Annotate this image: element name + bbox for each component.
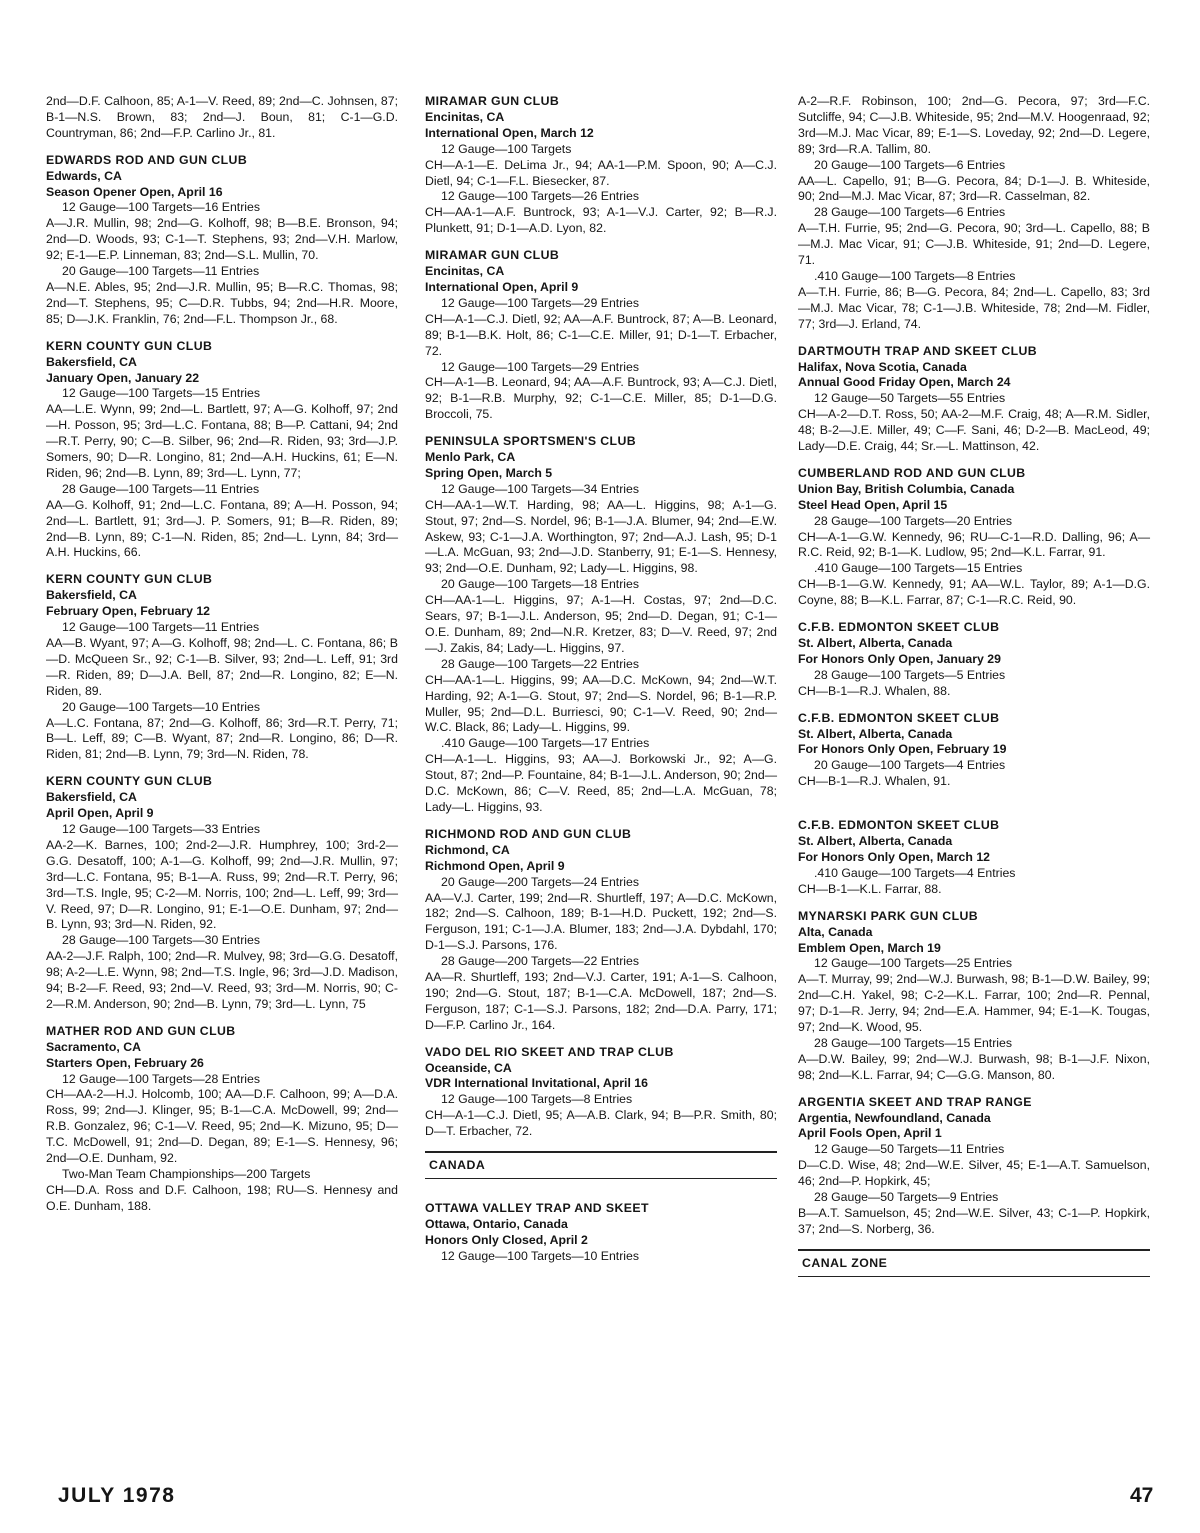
event-name: Steel Head Open, April 15 (798, 497, 948, 512)
club-name: C.F.B. EDMONTON SKEET CLUB (798, 818, 1000, 833)
column-2 (425, 94, 777, 1276)
results-text: AA—V.J. Carter, 199; 2nd—R. Shurtleff, 197; A—D.C. McKown, 182; 2nd—S. Calhoon, 189; B-1—H.D. Puckett, 192; 2nd—S. Ferguson, 191; C-1—J.A. Blumer, 183; 2nd—J.A. Dybdahl, 170; D-1—S.J. Parsons, 176. (425, 890, 777, 953)
club-entry (46, 1024, 398, 1215)
results-text: CH—A-1—L. Higgins, 93; AA—J. Borkowski Jr., 92; A—G. Stout, 87; 2nd—P. Fountaine, 84; B-1—J.L. Anderson, 90; 2nd—D.C. McKown, 86; C—V. Reed, 85; 2nd—L.A. McGuan, 78; Lady—L. Higgins, 93. (425, 752, 777, 814)
club-name: DARTMOUTH TRAP AND SKEET CLUB (798, 343, 1038, 358)
club-location: St. Albert, Alberta, Canada (798, 726, 953, 741)
club-location: Union Bay, British Columbia, Canada (798, 481, 1015, 496)
event-name: April Fools Open, April 1 (798, 1126, 942, 1141)
results-text: CH—D.A. Ross and D.F. Calhoon, 198; RU—S. Hennesy and O.E. Dunham, 188. (46, 1182, 398, 1213)
club-entry (798, 1095, 1150, 1238)
results-text: AA—G. Kolhoff, 91; 2nd—L.C. Fontana, 89; A—H. Posson, 94; 2nd—L. Bartlett, 91; 3rd—J. P. Somers, 91; B—R. Riden, 89; 2nd—B. Lynn, 89; C-1—N. Riden, 85; 2nd—L. Lynn, 84; 3rd—A.H. Huckins, 66. (46, 497, 398, 560)
club-name: VADO DEL RIO SKEET AND TRAP CLUB (425, 1044, 674, 1059)
results-text: CH—A-1—G.W. Kennedy, 96; RU—C-1—R.D. Dalling, 96; A—R.C. Reid, 92; B-1—K. Ludlow, 95; 2nd—K.L. Farrar, 91. (798, 529, 1150, 560)
results-text: A—N.E. Ables, 95; 2nd—J.R. Mullin, 95; B—R.C. Thomas, 98; 2nd—T. Stephens, 95; C—D.R. Tubbs, 94; 2nd—H.R. Moore, 85; D—J.K. Franklin, 76; 2nd—F.L. Thompson Jr., 68. (46, 279, 398, 326)
results-text: B—A.T. Samuelson, 45; 2nd—W.E. Silver, 43; C-1—P. Hopkirk, 37; 2nd—S. Norberg, 36. (798, 1206, 1150, 1236)
club-name: KERN COUNTY GUN CLUB (46, 338, 213, 353)
club-entry (798, 344, 1150, 455)
results-text: A—T. Murray, 99; 2nd—W.J. Burwash, 98; B-1—D.W. Bailey, 99; 2nd—C.H. Yakel, 98; C-2—K.L. Farrar, 100; 2nd—R. Pennal, 97; D-1—R. Jerry, 94; 2nd—E.A. Hammer, 94; E-1—K. Tougas, 97; 2nd—K. Wood, 95. (798, 972, 1150, 1035)
club-location: Bakersfield, CA (46, 790, 137, 805)
results-text: CH—AA-1—W.T. Harding, 98; AA—L. Higgins, 98; A-1—G. Stout, 97; 2nd—S. Nordel, 96; B-1—J.A. Blumer, 94; 2nd—E.W. Askew, 93; C-1—J.A. Worthington, 97; 2nd—A.J. Lash, 95; D-1—L.A. McGuan, 93; 2nd—J.D. Stanberry, 91; E-1—S. Hennesy, 93; 2nd—O.E. Dunham, 92; Lady—L. Higgins, 98. (425, 497, 777, 576)
results-text: AA-2—K. Barnes, 100; 2nd-2—J.R. Humphrey, 100; 3rd-2—G.G. Desatoff, 100; A-1—G. Kolhoff, 99; 2nd—J.R. Mullin, 97; 3rd—L.C. Fontana, 95; B-1—A. Russ, 99; 2nd—R.T. Perry, 96; 3rd—T.S. Ingle, 95; C-2—M. Norris, 100; 2nd—L. Leff, 99; 3rd—V. Reed, 97; D—R. Longino, 91; E-1—O.E. Dunham, 97; 2nd—B. Lynn, 93; 3rd—N. Riden, 92. (46, 837, 398, 932)
gauge-line: 12 Gauge—100 Targets—15 Entries (62, 386, 261, 401)
event-name: Spring Open, March 5 (425, 465, 553, 480)
results-text: A—T.H. Furrie, 95; 2nd—G. Pecora, 90; 3rd—L. Capello, 88; B—M.J. Mac Vicar, 91; C—J.B. Whiteside, 91; 2nd—D. Legere, 71. (798, 221, 1150, 268)
results-text: CH—A-1—C.J. Dietl, 92; AA—A.F. Buntrock, 87; A—B. Leonard, 89; B-1—B.K. Holt, 86; C-1—C.E. Miller, 91; D-1—T. Erbacher, 72. (425, 311, 777, 358)
results-text: CH—A-1—B. Leonard, 94; AA—A.F. Buntrock, 93; A—C.J. Dietl, 92; B-1—R.B. Murphy, 92; C-1—C.E. Miller, 85; D-1—D.G. Broccoli, 75. (425, 375, 777, 422)
gauge-line: 12 Gauge—100 Targets—11 Entries (62, 620, 260, 635)
results-text: A—D.W. Bailey, 99; 2nd—W.J. Burwash, 98; B-1—J.F. Nixon, 98; 2nd—K.L. Farrar, 94; C—G.G. Manson, 80. (798, 1051, 1150, 1082)
club-location: Encinitas, CA (425, 109, 505, 124)
gauge-line: 12 Gauge—100 Targets—29 Entries (441, 359, 640, 374)
club-entry (798, 94, 1150, 333)
gauge-line: Two-Man Team Championships—200 Targets (62, 1167, 311, 1181)
event-name: Richmond Open, April 9 (425, 858, 565, 873)
club-entry (798, 818, 1150, 898)
club-name: C.F.B. EDMONTON SKEET CLUB (798, 710, 1000, 725)
gauge-line: 28 Gauge—100 Targets—5 Entries (814, 667, 1006, 682)
results-text: CH—B-1—G.W. Kennedy, 91; AA—W.L. Taylor, 89; A-1—D.G. Coyne, 88; B—K.L. Farrar, 87; C-1—R.C. Reid, 90. (798, 577, 1150, 608)
gauge-line: 12 Gauge—100 Targets—8 Entries (441, 1092, 633, 1107)
gauge-line: 28 Gauge—100 Targets—20 Entries (814, 513, 1013, 528)
club-location: Bakersfield, CA (46, 588, 137, 603)
event-name: April Open, April 9 (46, 806, 154, 821)
club-entry (425, 1045, 777, 1140)
event-name: Starters Open, February 26 (46, 1055, 204, 1070)
results-text: CH—A-1—E. DeLima Jr., 94; AA-1—P.M. Spoon, 90; A—C.J. Dietl, 94; C-1—F.L. Biesecker, 87. (425, 157, 777, 188)
column-3 (798, 94, 1150, 1299)
club-location: Halifax, Nova Scotia, Canada (798, 359, 967, 374)
column-1 (46, 94, 398, 1226)
club-location: Edwards, CA (46, 168, 122, 183)
gauge-line: .410 Gauge—100 Targets—8 Entries (814, 268, 1016, 283)
results-text: AA-2—J.F. Ralph, 100; 2nd—R. Mulvey, 98; 3rd—G.G. Desatoff, 98; A-2—L.E. Wynn, 98; 2nd—T.S. Ingle, 96; 3rd—J.D. Madison, 94; B-2—F. Reed, 93; 2nd—V. Reed, 93; 3rd—M. Norris, 90; C-2—R.M. Anderson, 90; 2nd—B. Lynn, 79; 3rd—L. Lynn, 75 (46, 949, 398, 1011)
gauge-line: 20 Gauge—200 Targets—24 Entries (441, 874, 640, 889)
club-name: MIRAMAR GUN CLUB (425, 248, 560, 263)
gauge-line: 28 Gauge—50 Targets—9 Entries (814, 1190, 999, 1205)
club-entry (798, 909, 1150, 1084)
gauge-line: 20 Gauge—100 Targets—10 Entries (62, 699, 261, 714)
gauge-line: 12 Gauge—100 Targets—33 Entries (62, 821, 261, 836)
club-name: ARGENTIA SKEET AND TRAP RANGE (798, 1094, 1032, 1109)
results-text: AA—B. Wyant, 97; A—G. Kolhoff, 98; 2nd—L. C. Fontana, 86; B—D. McQueen Sr., 92; C-1—B. Silver, 93; 2nd—L. Leff, 91; 3rd—R. Riden, 89; D—J.A. Bell, 87; 2nd—R. Longino, 82; E—N. Riden, 89. (46, 636, 398, 698)
results-text: D—C.D. Wise, 48; 2nd—W.E. Silver, 45; E-1—A.T. Samuelson, 46; 2nd—P. Hopkirk, 45; (798, 1158, 1150, 1189)
gauge-line: 20 Gauge—100 Targets—18 Entries (441, 577, 640, 592)
club-entry (425, 248, 777, 423)
event-name: Honors Only Closed, April 2 (425, 1232, 588, 1247)
results-text: CH—B-1—R.J. Whalen, 91. (798, 774, 951, 789)
club-entry (798, 466, 1150, 609)
gauge-line: 28 Gauge—100 Targets—15 Entries (814, 1035, 1013, 1050)
results-text: CH—AA-1—L. Higgins, 99; AA—D.C. McKown, 94; 2nd—W.T. Harding, 92; A-1—G. Stout, 97; 2nd—S. Nordel, 96; B-1—R.P. Muller, 95; 2nd—D.L. Burriesci, 90; C-1—V. Reed, 90; 2nd—W.C. Black, 86; Lady—L. Higgins, 99. (425, 672, 777, 735)
results-text: CH—AA-2—H.J. Holcomb, 100; AA—D.F. Calhoon, 99; A—D.A. Ross, 99; 2nd—J. Klinger, 95; B-1—C.A. McDowell, 99; 2nd—R.B. Gonzalez, 96; C-1—V. Reed, 95; 2nd—K. Mizuno, 95; D—T.C. McDowell, 91; 2nd—D. Degan, 89; E-1—S. Hennesy, 96; 2nd—O.E. Dunham, 92. (46, 1087, 398, 1166)
club-name: OTTAWA VALLEY TRAP AND SKEET (425, 1201, 649, 1215)
club-name: CUMBERLAND ROD AND GUN CLUB (798, 465, 1026, 480)
gauge-line: 12 Gauge—100 Targets—29 Entries (441, 295, 640, 310)
results-text: CH—AA-1—L. Higgins, 97; A-1—H. Costas, 97; 2nd—D.C. Sears, 97; B-1—J.L. Anderson, 95; 2nd—D. Degan, 91; C-1—O.E. Dunham, 89; 2nd—N.R. Kretzer, 83; D—V. Reed, 97; 2nd—J. Zakis, 84; Lady—L. Higgins, 97. (425, 593, 777, 655)
club-location: Menlo Park, CA (425, 450, 516, 465)
club-entry (46, 774, 398, 1013)
gauge-line: 12 Gauge—100 Targets—26 Entries (441, 189, 640, 204)
club-location: Oceanside, CA (425, 1060, 512, 1075)
gauge-line: 12 Gauge—50 Targets—55 Entries (814, 391, 1006, 406)
event-name: Emblem Open, March 19 (798, 940, 941, 955)
results-text: AA—R. Shurtleff, 193; 2nd—V.J. Carter, 191; A-1—S. Calhoon, 190; 2nd—G. Stout, 187; B-1—C.A. McDowell, 187; 2nd—S. Ferguson, 187; C-1—S.J. Parsons, 182; 2nd—D.A. Parry, 171; D—F.P. Carlino Jr., 164. (425, 970, 777, 1032)
page-number: 47 (1130, 1484, 1154, 1507)
gauge-line: .410 Gauge—100 Targets—17 Entries (441, 736, 650, 751)
event-name: For Honors Only Open, February 19 (798, 742, 1007, 757)
gauge-line: 28 Gauge—100 Targets—11 Entries (62, 481, 260, 496)
club-location: Ottawa, Ontario, Canada (425, 1216, 568, 1231)
gauge-line: 12 Gauge—100 Targets—16 Entries (62, 200, 261, 215)
results-text: AA—L.E. Wynn, 99; 2nd—L. Bartlett, 97; A—G. Kolhoff, 97; 2nd—H. Posson, 95; 3rd—L.C. Fontana, 88; B—P. Cattani, 94; 2nd—R.T. Perry, 90; C—B. Silber, 96; 2nd—R. Riden, 93; 3rd—J.P. Somers, 90; D—R. Longino, 81; 2nd—A.H. Huckins, 61; E—N. Riden, 96; 2nd—B. Lynn, 89; 3rd—L. Lynn, 77; (46, 402, 398, 480)
gauge-line: 12 Gauge—50 Targets—11 Entries (814, 1142, 1005, 1157)
club-entry (798, 711, 1150, 791)
club-location: Alta, Canada (798, 924, 873, 939)
club-entry (425, 1201, 777, 1265)
event-name: International Open, March 12 (425, 125, 594, 140)
club-location: St. Albert, Alberta, Canada (798, 834, 953, 849)
results-text: CH—A-2—D.T. Ross, 50; AA-2—M.F. Craig, 48; A—R.M. Sidler, 48; B-2—J.E. Miller, 49; C—F. Sani, 46; D-2—B. MacLeod, 49; Lady—D.E. Craig, 44; Sr.—L. Mattinson, 42. (798, 407, 1150, 454)
club-name: EDWARDS ROD AND GUN CLUB (46, 152, 248, 167)
results-text: AA—L. Capello, 91; B—G. Pecora, 84; D-1—J. B. Whiteside, 90; 2nd—M.J. Mac Vicar, 87; 3rd—R. Casselman, 82. (798, 173, 1150, 204)
gauge-line: .410 Gauge—100 Targets—15 Entries (814, 561, 1023, 576)
club-location: Sacramento, CA (46, 1039, 141, 1054)
club-name: MYNARSKI PARK GUN CLUB (798, 908, 979, 923)
club-entry (425, 94, 777, 237)
event-name: Season Opener Open, April 16 (46, 184, 223, 199)
gauge-line: .410 Gauge—100 Targets—4 Entries (814, 865, 1016, 880)
gauge-line: 28 Gauge—200 Targets—22 Entries (441, 954, 640, 969)
event-name: February Open, February 12 (46, 604, 211, 619)
club-name: KERN COUNTY GUN CLUB (46, 572, 213, 587)
club-entry (46, 572, 398, 763)
results-text: CH—B-1—K.L. Farrar, 88. (798, 881, 942, 896)
gauge-line: 28 Gauge—100 Targets—6 Entries (814, 205, 1006, 220)
club-name: MATHER ROD AND GUN CLUB (46, 1023, 236, 1038)
results-text: CH—AA-1—A.F. Buntrock, 93; A-1—V.J. Carter, 92; B—R.J. Plunkett, 91; D-1—A.D. Lyon, 82. (425, 205, 777, 236)
results-text: A-2—R.F. Robinson, 100; 2nd—G. Pecora, 97; 3rd—F.C. Sutcliffe, 94; C—J.B. Whiteside, 95; 2nd—M.V. Hoogenraad, 92; 3rd—M.J. Mac Vicar, 89; E-1—S. Loveday, 92; 2nd—D. Legere, 89; 3rd—R.A. Tallim, 80. (798, 94, 1150, 156)
club-name: PENINSULA SPORTSMEN'S CLUB (425, 434, 636, 449)
club-entry (46, 339, 398, 562)
club-name: KERN COUNTY GUN CLUB (46, 774, 213, 789)
event-name: VDR International Invitational, April 16 (425, 1076, 648, 1091)
gauge-line: 28 Gauge—100 Targets—30 Entries (62, 933, 261, 948)
club-location: St. Albert, Alberta, Canada (798, 636, 953, 650)
gauge-line: 12 Gauge—100 Targets—10 Entries (441, 1248, 640, 1263)
results-text: A—L.C. Fontana, 87; 2nd—G. Kolhoff, 86; 3rd—R.T. Perry, 71; B—L. Leff, 89; C—B. Wyant, 87; 2nd—R. Longino, 86; D—R. Riden, 81; 2nd—B. Lynn, 79; 3rd—N. Riden, 78. (46, 715, 398, 762)
club-name: RICHMOND ROD AND GUN CLUB (425, 826, 632, 841)
club-location: Bakersfield, CA (46, 354, 137, 369)
section-heading: CANADA (425, 1151, 777, 1179)
club-entry (46, 94, 398, 142)
gauge-line: 28 Gauge—100 Targets—22 Entries (441, 656, 640, 671)
club-name: MIRAMAR GUN CLUB (425, 94, 560, 108)
results-text: 2nd—D.F. Calhoon, 85; A-1—V. Reed, 89; 2nd—C. Johnsen, 87; B-1—N.S. Brown, 83; 2nd—J. Boun, 81; C-1—G.D. Countryman, 86; 2nd—F.P. Carlino Jr., 81. (46, 94, 398, 140)
event-name: International Open, April 9 (425, 279, 579, 294)
event-name: Annual Good Friday Open, March 24 (798, 375, 1011, 390)
gauge-line: 12 Gauge—100 Targets (441, 141, 572, 156)
club-entry (425, 827, 777, 1034)
results-text: A—T.H. Furrie, 86; B—G. Pecora, 84; 2nd—L. Capello, 83; 3rd—M.J. Mac Vicar, 78; C-1—J.B. Whiteside, 78; 2nd—M. Fidler, 77; 3rd—J. Erland, 74. (798, 284, 1150, 331)
club-location: Argentia, Newfoundland, Canada (798, 1110, 991, 1125)
results-text: A—J.R. Mullin, 98; 2nd—G. Kolhoff, 98; B—B.E. Bronson, 94; 2nd—D. Woods, 93; C-1—T. Stephens, 93; 2nd—V.H. Marlow, 92; E-1—E.P. Linneman, 83; 2nd—S.L. Mullin, 70. (46, 216, 398, 263)
club-entry (46, 153, 398, 328)
section-heading: CANAL ZONE (798, 1249, 1150, 1277)
gauge-line: 20 Gauge—100 Targets—11 Entries (62, 264, 260, 279)
club-entry (798, 620, 1150, 700)
club-location: Encinitas, CA (425, 264, 505, 279)
gauge-line: 12 Gauge—100 Targets—34 Entries (441, 481, 640, 496)
gauge-line: 12 Gauge—100 Targets—28 Entries (62, 1071, 261, 1086)
gauge-line: 20 Gauge—100 Targets—6 Entries (814, 157, 1006, 172)
club-name: C.F.B. EDMONTON SKEET CLUB (798, 620, 1000, 635)
results-text: CH—A-1—C.J. Dietl, 95; A—A.B. Clark, 94; B—P.R. Smith, 80; D—T. Erbacher, 72. (425, 1108, 777, 1139)
issue-date: JULY 1978 (58, 1484, 176, 1507)
club-location: Richmond, CA (425, 842, 510, 857)
gauge-line: 20 Gauge—100 Targets—4 Entries (814, 758, 1006, 773)
results-text: CH—B-1—R.J. Whalen, 88. (798, 683, 951, 698)
gauge-line: 12 Gauge—100 Targets—25 Entries (814, 956, 1013, 971)
event-name: For Honors Only Open, January 29 (798, 651, 1001, 666)
event-name: For Honors Only Open, March 12 (798, 849, 991, 864)
club-entry (425, 434, 777, 816)
event-name: January Open, January 22 (46, 370, 200, 385)
